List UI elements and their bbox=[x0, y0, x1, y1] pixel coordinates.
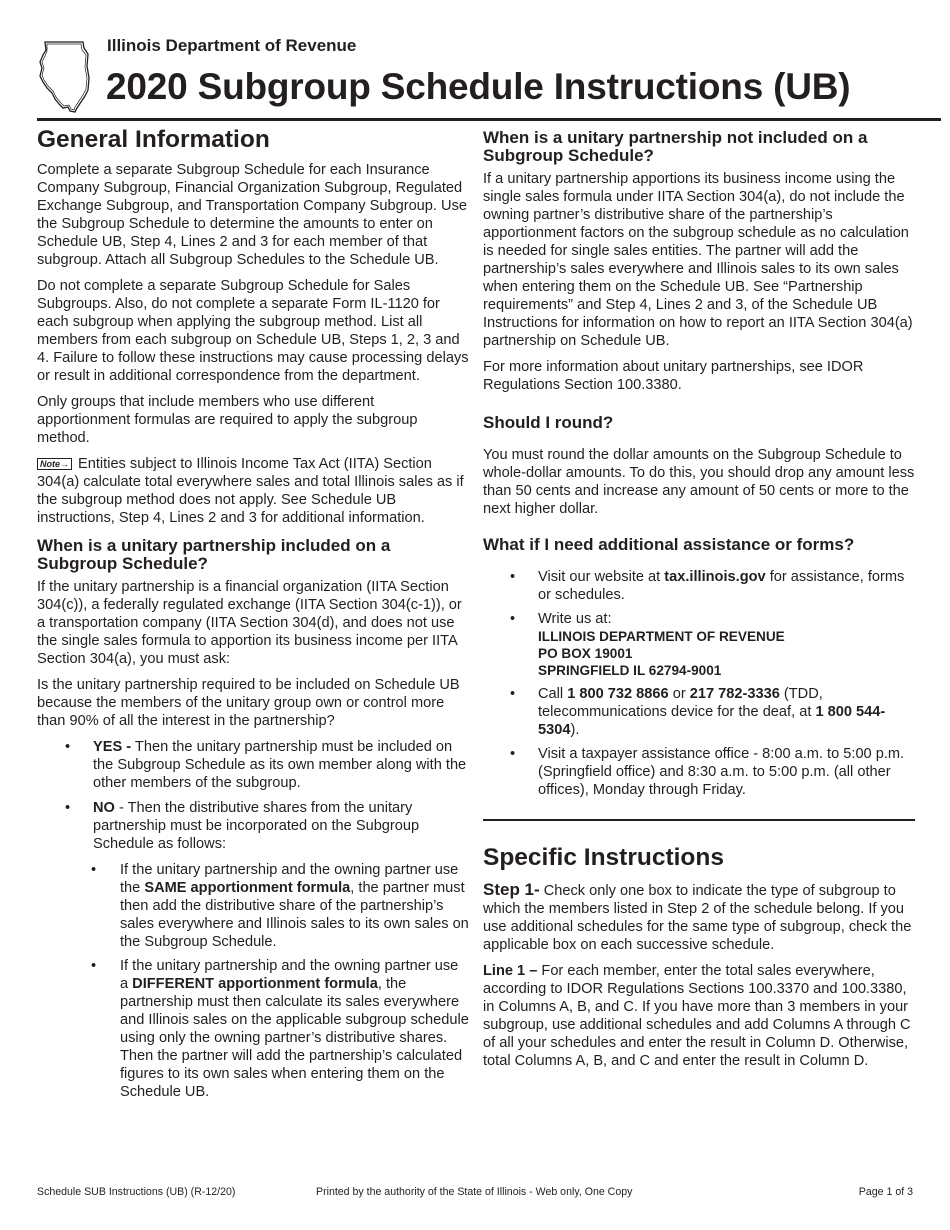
note-arrow-icon: Note→ bbox=[37, 458, 72, 470]
rounding-paragraph: You must round the dollar amounts on the Subgroup Schedule to whole-dollar amounts. To do this, you should drop any amount less than 50 cents and increase any amount of 50 cents or more to the next higher dollar. bbox=[483, 447, 915, 517]
left-column bbox=[37, 124, 469, 1108]
website-link[interactable]: tax.illinois.gov bbox=[664, 569, 766, 585]
list-item-website: • Visit our website at tax.illinois.gov for assistance, forms or schedules. bbox=[483, 568, 915, 604]
list-item-yes: • YES - Then the unitary partnership must be included on the Subgroup Schedule as its own member along with the other members of the subgroup. bbox=[37, 738, 469, 792]
partnership-question: Is the unitary partnership required to be included on Schedule UB because the members of the unitary group own or control more than 90% of all the interest in the partnership? bbox=[37, 677, 460, 729]
list-item-different-formula: • If the unitary partnership and the owning partner use a DIFFERENT apportionment formula, the partnership must then calculate its sales everywhere and Illinois sales on the applicable subgroup schedule using only the owning partner’s distributive shares. Then the partner will add the partnership’s calculated figures to its own sales when entering them on the Schedule UB. bbox=[37, 957, 469, 1101]
mailing-address: ILLINOIS DEPARTMENT OF REVENUE PO BOX 19001 SPRINGFIELD IL 62794-9001 bbox=[538, 629, 785, 678]
specific-instructions-heading: Specific Instructions bbox=[483, 844, 724, 871]
list-item-phone: • Call 1 800 732 8866 or 217 782-3336 (TDD, telecommunications device for the deaf, at 1 800 544-5304). bbox=[483, 685, 915, 739]
partnership-not-included-paragraph-1: If a unitary partnership apportions its business income using the single sales formula under IITA Section 304(a), do not include the owning partner’s distributive share of the partnership’s apportionment factors on the subgroup schedule as no calculation is needed for single sales entities. The partner will add the partnership’s sales everywhere and Illinois sales to its own sales when entering them on the Schedule UB. See “Partnership requirements” and Step 4, Lines 2 and 3, of the Schedule UB Instructions for information on how to report an IITA Section 304(a) partnership on Schedule UB. bbox=[483, 171, 913, 349]
formula-list bbox=[37, 861, 469, 1101]
footer-page-number: Page 1 of 3 bbox=[858, 1186, 913, 1198]
assistance-heading: What if I need additional assistance or forms? bbox=[483, 535, 855, 554]
yes-no-list bbox=[37, 738, 469, 1101]
partnership-not-included-paragraph-2: For more information about unitary partnerships, see IDOR Regulations Section 100.3380. bbox=[483, 359, 864, 393]
agency-name: Illinois Department of Revenue bbox=[107, 36, 357, 55]
general-paragraph-1: Complete a separate Subgroup Schedule for each Insurance Company Subgroup, Financial Organization Subgroup, Regulated Exchange Subgroup, and Transportation Company Subgroup. Use the Subgroup Schedule to determine the amounts to enter on Schedule UB, Step 4, Lines 2 and 3 for each member of that subgroup. Attach all Subgroup Schedules to the Schedule UB. bbox=[37, 162, 467, 268]
header-divider bbox=[37, 118, 941, 121]
section-divider bbox=[483, 819, 915, 821]
footer-form-id: Schedule SUB Instructions (UB) (R-12/20) bbox=[37, 1186, 236, 1198]
rounding-heading: Should I round? bbox=[483, 413, 614, 432]
assistance-list bbox=[483, 568, 915, 799]
partnership-included-heading: When is a unitary partnership included on a Subgroup Schedule? bbox=[37, 536, 391, 573]
footer-authority: Printed by the authority of the State of Illinois - Web only, One Copy bbox=[316, 1186, 633, 1198]
list-item-office: • Visit a taxpayer assistance office - 8:00 a.m. to 5:00 p.m. (Springfield office) and 8:30 a.m. to 5:00 p.m. (all other offices), Monday through Friday. bbox=[483, 745, 915, 799]
general-paragraph-2: Do not complete a separate Subgroup Schedule for Sales Subgroups. Also, do not complete a separate Form IL-1120 for each subgroup when applying the subgroup method. List all members from each subgroup on Schedule UB, Steps 1, 2, 3 and 4. Failure to follow these instructions may cause processing delays or result in additional correspondence from the department. bbox=[37, 278, 469, 384]
list-item-no: • NO - Then the distributive shares from the unitary partnership must be incorporated on the Subgroup Schedule as follows: • If the unitary partnership and the owning partner use the SAME apportionment formula, the partner must then add the distributive share of the partnership’s sales everywhere and Illinois sales to its own sales on the Subgroup Schedule. • If the unitary partnership and the owning partner use a DIFFERENT apportionment formula, the partnership must then calculate its sales everywhere and Illinois sales on the applicable subgroup schedule using only the owning partner’s distributive shares. Then the partner will add the partnership’s calculated figures to its own sales when entering them on the Schedule UB. bbox=[37, 799, 469, 1101]
list-item-same-formula: • If the unitary partnership and the owning partner use the SAME apportionment formula, the partner must then add the distributive share of the partnership’s sales everywhere and Illinois sales to its own sales on the Subgroup Schedule. bbox=[37, 861, 469, 951]
right-column bbox=[483, 124, 915, 1078]
partnership-included-paragraph: If the unitary partnership is a financial organization (IITA Section 304(c)), a federally regulated exchange (IITA Section 304(c-1)), or a transportation company (IITA Section 304(d), and does not use the single sales formula to apportion its business income per IITA Section 304(a), you must ask: bbox=[37, 579, 462, 667]
illinois-map-logo-icon bbox=[37, 38, 95, 114]
note-paragraph bbox=[37, 455, 469, 527]
page-header bbox=[37, 36, 943, 118]
general-paragraph-3: Only groups that include members who use different apportionment formulas are required to apply the subgroup method. bbox=[37, 394, 418, 446]
general-information-heading: General Information bbox=[37, 126, 270, 153]
partnership-not-included-heading: When is a unitary partnership not included on a Subgroup Schedule? bbox=[483, 128, 868, 165]
line1-paragraph: Line 1 – For each member, enter the total sales everywhere, according to IDOR Regulations Sections 100.3370 and 100.3380, in Columns A, B, and C. If you have more than 3 members in your subgroup, use additional schedules and add Columns A through C of all your schedules and enter the result in Column D. Otherwise, total Columns A, B, and C and enter the result in Column D. bbox=[483, 963, 911, 1069]
step1-paragraph: Step 1- Check only one box to indicate the type of subgroup to which the members listed in Step 2 of the schedule belong. If you use additional schedules for the same type of subgroup, check the applicable box on each successive schedule. bbox=[483, 880, 912, 953]
note-text: Entities subject to Illinois Income Tax Act (IITA) Section 304(a) calculate total everywhere sales and total Illinois sales as if the subgroup method does not apply. See Schedule UB instructions, Step 4, Lines 2 and 3 for additional information. bbox=[37, 456, 464, 526]
page-title: 2020 Subgroup Schedule Instructions (UB) bbox=[106, 66, 851, 107]
list-item-mail: • Write us at: ILLINOIS DEPARTMENT OF REVENUE PO BOX 19001 SPRINGFIELD IL 62794-9001 bbox=[483, 610, 915, 679]
